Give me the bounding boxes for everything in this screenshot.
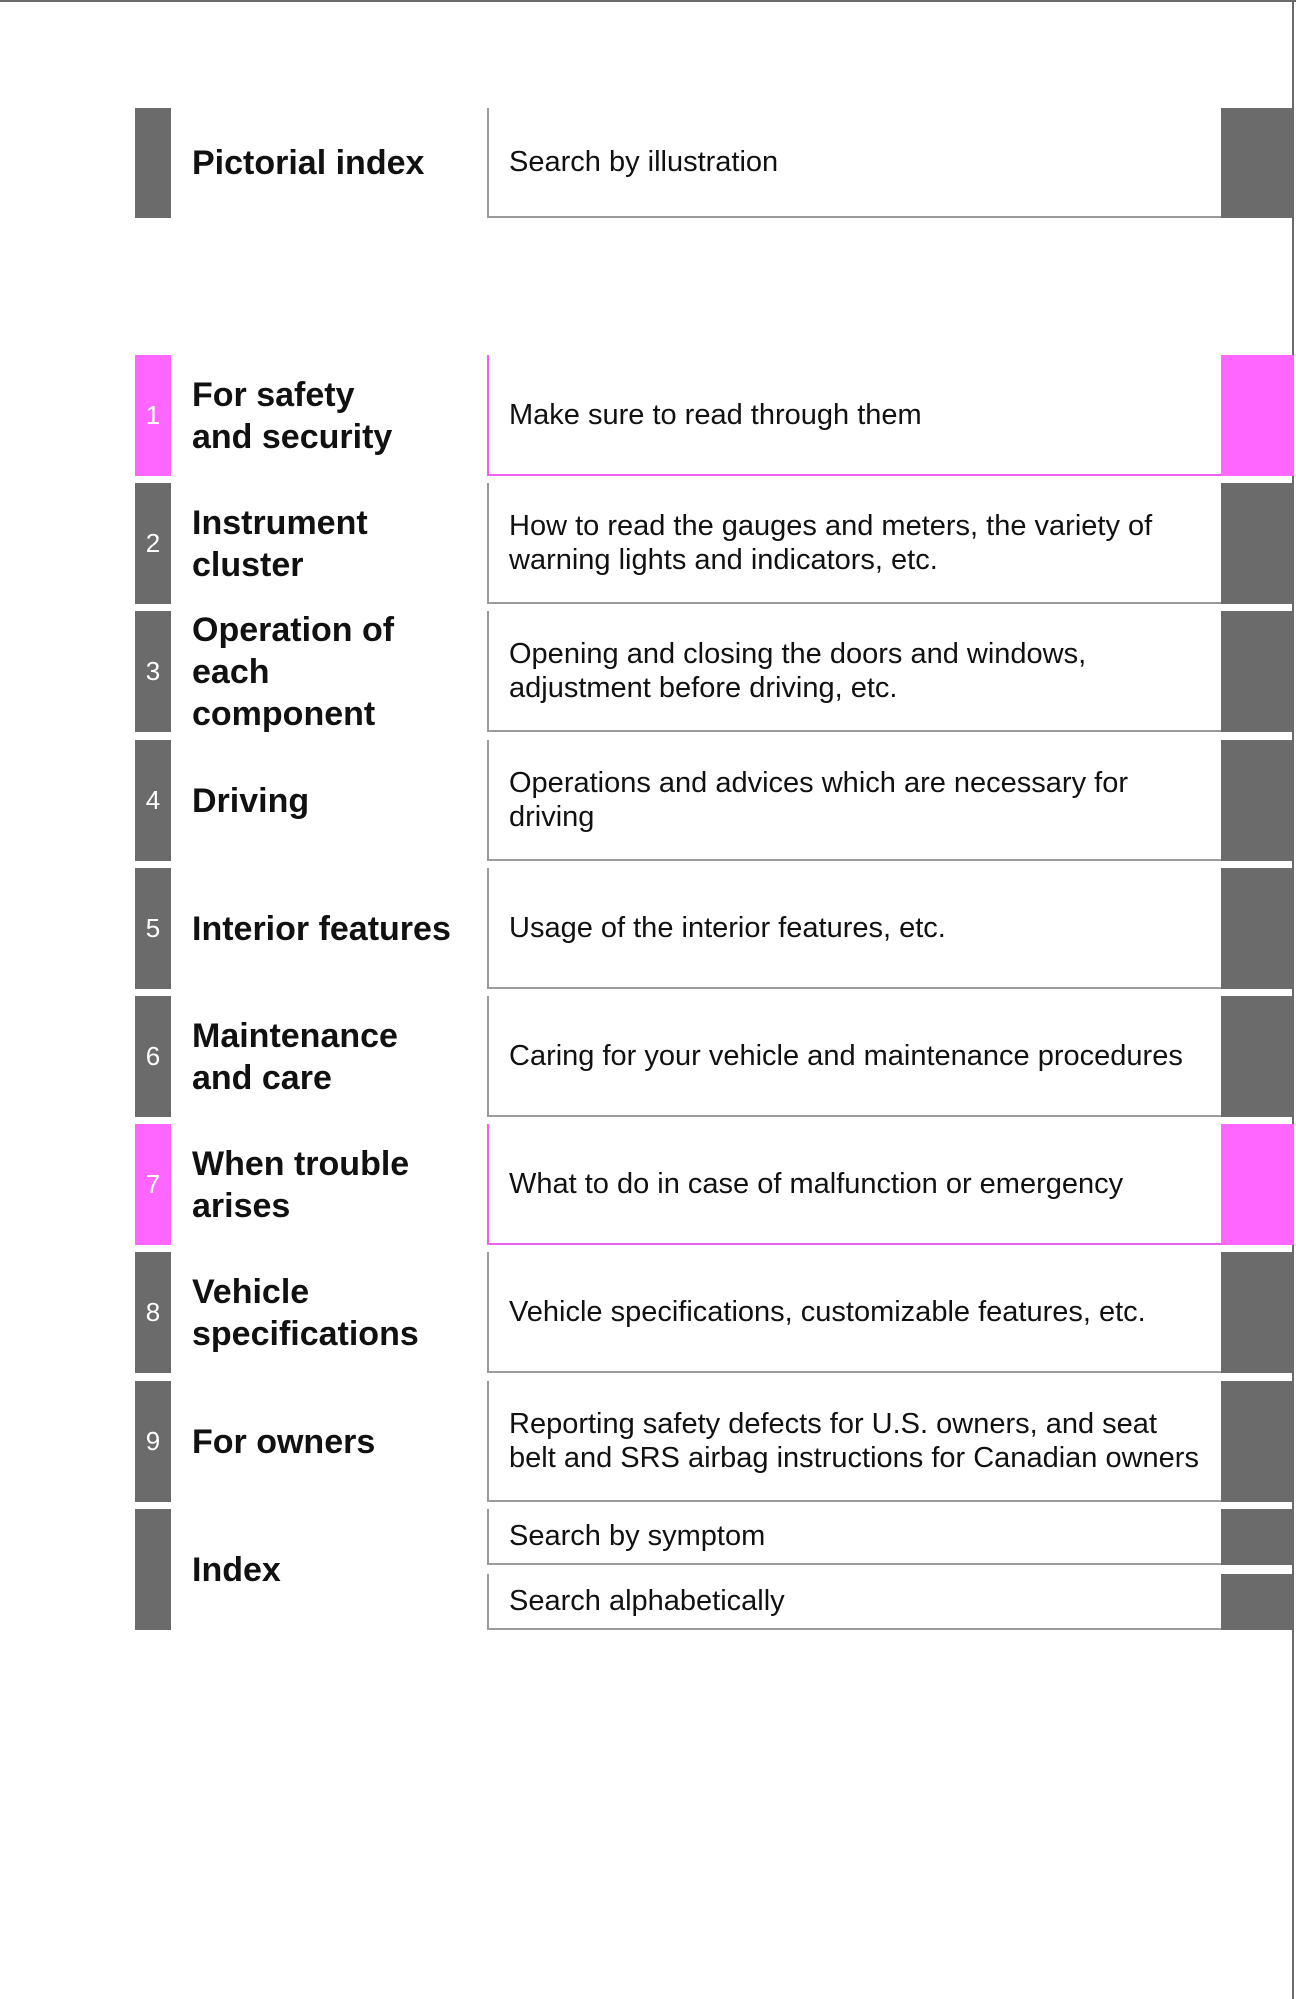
chapter-number-tab: 7 xyxy=(135,1124,171,1245)
chapter-row[interactable] xyxy=(0,483,1296,604)
chapter-title: Interior features xyxy=(192,909,451,948)
chapter-number-tab: 4 xyxy=(135,740,171,861)
chapter-title: Maintenance and care xyxy=(192,1016,398,1097)
chapter-edge-tab xyxy=(1221,483,1294,604)
pictorial-index-description[interactable]: Search by illustration xyxy=(487,108,1221,218)
chapter-row[interactable] xyxy=(0,740,1296,861)
index-title: Index xyxy=(192,1550,281,1589)
chapter-description[interactable]: Caring for your vehicle and maintenance procedures xyxy=(487,996,1221,1117)
chapter-title: For safety and security xyxy=(192,375,393,456)
chapter-row[interactable] xyxy=(0,996,1296,1117)
chapter-row[interactable] xyxy=(0,355,1296,476)
index-entry-label[interactable]: Search alphabetically xyxy=(487,1574,1221,1630)
index-entry-edge-tab xyxy=(1221,1574,1294,1630)
chapter-description[interactable]: Opening and closing the doors and windows, adjustment before driving, etc. xyxy=(487,611,1221,732)
index-entry-symptom[interactable] xyxy=(0,1509,1296,1565)
chapter-edge-tab xyxy=(1221,868,1294,989)
pictorial-index-title: Pictorial index xyxy=(192,144,425,182)
chapter-edge-tab xyxy=(1221,740,1294,861)
index-entry-edge-tab xyxy=(1221,1509,1294,1565)
chapter-description[interactable]: What to do in case of malfunction or emergency xyxy=(487,1124,1221,1245)
chapter-title: Instrument cluster xyxy=(192,503,368,584)
index-entry-alphabetical[interactable] xyxy=(0,1574,1296,1630)
chapter-row[interactable] xyxy=(0,1252,1296,1373)
chapter-edge-tab xyxy=(1221,355,1294,476)
pictorial-index-tab xyxy=(135,108,171,218)
chapter-number-tab: 6 xyxy=(135,996,171,1117)
chapter-number-tab: 8 xyxy=(135,1252,171,1373)
chapter-number-tab: 2 xyxy=(135,483,171,604)
chapter-description[interactable]: Make sure to read through them xyxy=(487,355,1221,476)
chapter-edge-tab xyxy=(1221,611,1294,732)
chapter-title: Vehicle specifications xyxy=(192,1272,419,1353)
chapter-number-tab: 1 xyxy=(135,355,171,476)
chapter-description[interactable]: How to read the gauges and meters, the variety of warning lights and indicators, etc. xyxy=(487,483,1221,604)
chapter-edge-tab xyxy=(1221,1252,1294,1373)
chapter-number-tab: 3 xyxy=(135,611,171,732)
chapter-row[interactable] xyxy=(0,868,1296,989)
index-entry-label[interactable]: Search by symptom xyxy=(487,1509,1221,1565)
page-border-top xyxy=(0,0,1296,2)
chapter-row[interactable] xyxy=(0,611,1296,732)
chapter-description[interactable]: Vehicle specifications, customizable features, etc. xyxy=(487,1252,1221,1373)
chapter-number-tab: 9 xyxy=(135,1381,171,1502)
chapter-row[interactable] xyxy=(0,1381,1296,1502)
chapter-title: For owners xyxy=(192,1422,376,1461)
chapter-title: Driving xyxy=(192,781,310,820)
chapter-title: When trouble arises xyxy=(192,1144,410,1225)
chapter-edge-tab xyxy=(1221,996,1294,1117)
pictorial-index-edge-tab xyxy=(1221,108,1294,218)
chapter-number-tab: 5 xyxy=(135,868,171,989)
section-pictorial-index[interactable] xyxy=(0,108,1296,218)
chapter-description[interactable]: Reporting safety defects for U.S. owners, and seat belt and SRS airbag instructions for Canadian owners xyxy=(487,1381,1221,1502)
chapter-description[interactable]: Operations and advices which are necessary for driving xyxy=(487,740,1221,861)
chapter-title: Operation of each component xyxy=(192,610,395,733)
section-index xyxy=(0,1509,1296,1630)
chapter-edge-tab xyxy=(1221,1381,1294,1502)
chapter-description[interactable]: Usage of the interior features, etc. xyxy=(487,868,1221,989)
chapter-edge-tab xyxy=(1221,1124,1294,1245)
chapter-row[interactable] xyxy=(0,1124,1296,1245)
